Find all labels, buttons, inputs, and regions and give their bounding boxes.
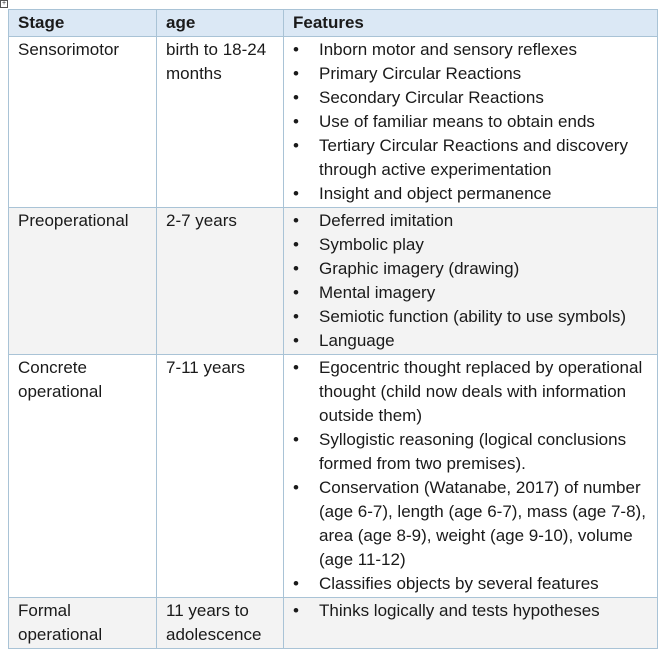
feature-item: • Thinks logically and tests hypotheses xyxy=(291,599,653,623)
features-list xyxy=(291,599,653,623)
stage-cell: Formal operational xyxy=(9,598,157,649)
table-row-formal-operational xyxy=(9,598,658,649)
feature-item: • Tertiary Circular Reactions and discovery through active experimentation xyxy=(291,134,653,182)
features-list xyxy=(291,209,653,353)
feature-item: • Symbolic play xyxy=(291,233,653,257)
features-cell xyxy=(284,37,658,208)
feature-item: • Inborn motor and sensory reflexes xyxy=(291,38,653,62)
feature-item: • Mental imagery xyxy=(291,281,653,305)
header-row xyxy=(9,10,658,37)
age-cell: 7-11 years xyxy=(157,355,284,598)
stage-cell: Concrete operational xyxy=(9,355,157,598)
stage-cell: Preoperational xyxy=(9,208,157,355)
header-age: age xyxy=(157,10,284,37)
feature-item: • Classifies objects by several features xyxy=(291,572,653,596)
age-cell: 2-7 years xyxy=(157,208,284,355)
feature-item: • Use of familiar means to obtain ends xyxy=(291,110,653,134)
feature-item: • Primary Circular Reactions xyxy=(291,62,653,86)
table-row-concrete-operational xyxy=(9,355,658,598)
feature-item: • Conservation (Watanabe, 2017) of number (age 6-7), length (age 6-7), mass (age 7-8), area (age 8-9), weight (age 9-10), volume (age 11-12) xyxy=(291,476,653,572)
feature-item: • Language xyxy=(291,329,653,353)
feature-item: • Secondary Circular Reactions xyxy=(291,86,653,110)
features-cell xyxy=(284,355,658,598)
features-cell xyxy=(284,208,658,355)
feature-item: • Graphic imagery (drawing) xyxy=(291,257,653,281)
features-cell xyxy=(284,598,658,649)
header-stage: Stage xyxy=(9,10,157,37)
feature-item: • Syllogistic reasoning (logical conclusions formed from two premises). xyxy=(291,428,653,476)
features-list xyxy=(291,38,653,206)
table-row-preoperational xyxy=(9,208,658,355)
features-list xyxy=(291,356,653,596)
feature-item: • Semiotic function (ability to use symbols) xyxy=(291,305,653,329)
feature-item: • Egocentric thought replaced by operational thought (child now deals with information outside them) xyxy=(291,356,653,428)
header-features: Features xyxy=(284,10,658,37)
piaget-stages-table xyxy=(8,9,658,649)
age-cell: birth to 18-24 months xyxy=(157,37,284,208)
table-row-sensorimotor xyxy=(9,37,658,208)
stage-cell: Sensorimotor xyxy=(9,37,157,208)
age-cell: 11 years to adolescence xyxy=(157,598,284,649)
table-move-handle[interactable]: + xyxy=(1,0,7,7)
feature-item: • Insight and object permanence xyxy=(291,182,653,206)
feature-item: • Deferred imitation xyxy=(291,209,653,233)
